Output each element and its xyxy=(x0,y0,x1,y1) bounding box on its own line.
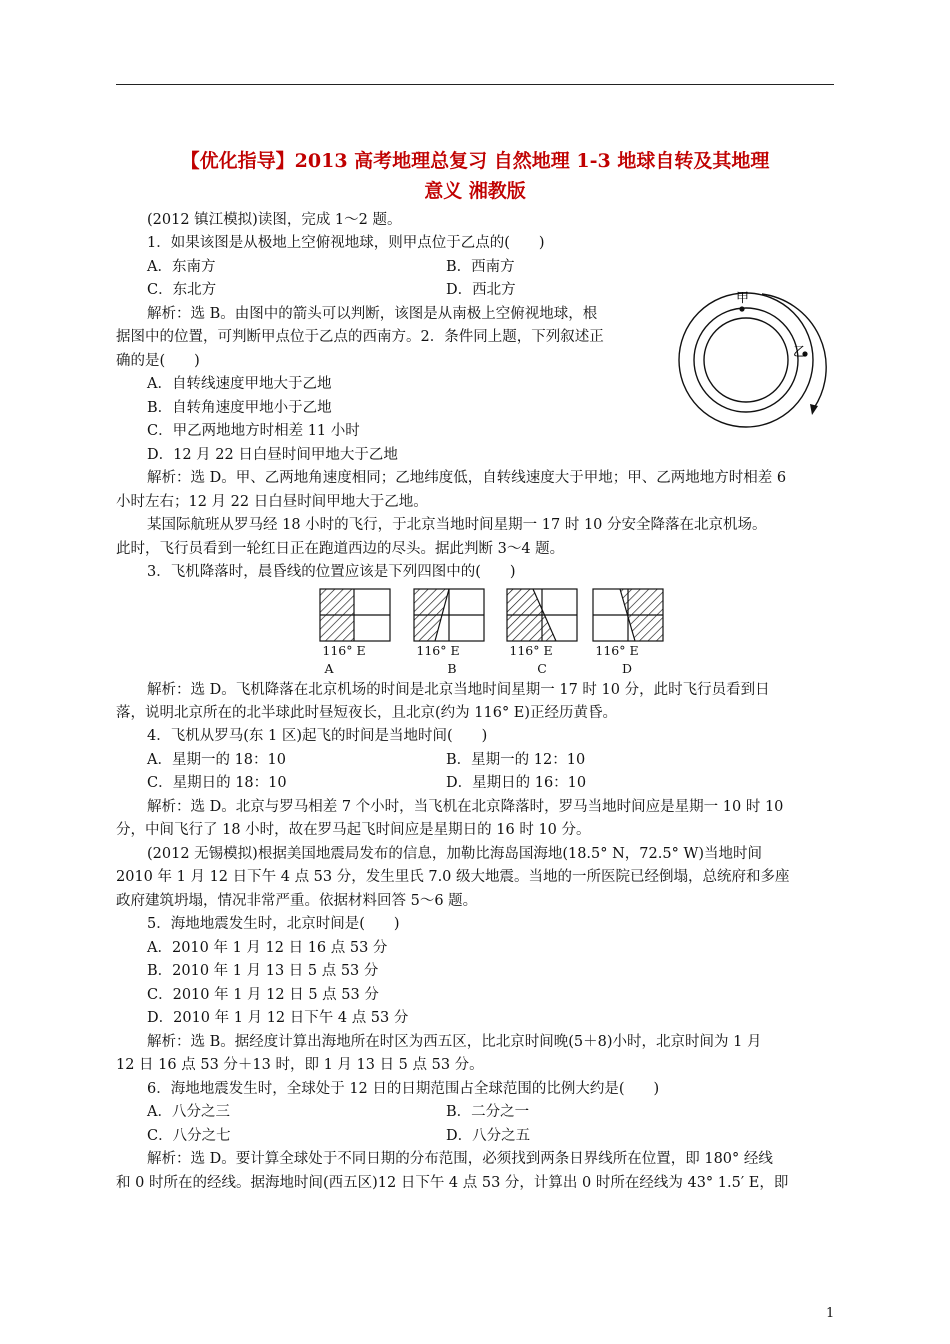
diagram-a xyxy=(320,589,390,641)
document-title-line2: 意义 湘教版 xyxy=(424,180,526,202)
document-title-line1: 【优化指导】2013 高考地理总复习 自然地理 1-3 地球自转及其地理 xyxy=(180,150,770,172)
passage34-line2: 此时，飞行员看到一轮红日正在跑道西边的尽头。据此判断 3～4 题。 xyxy=(116,541,565,557)
q5-stem: 5．海地地震发生时，北京时间是( ) xyxy=(147,916,400,932)
q5-option-d: D．2010 年 1 月 12 日下午 4 点 53 分 xyxy=(147,1010,409,1026)
passage56-line2: 2010 年 1 月 12 日下午 4 点 53 分，发生里氏 7.0 级大地震。当地的一所医院已经倒塌，总统府和多座 xyxy=(116,869,790,885)
q2-option-b: B．自转角速度甲地小于乙地 xyxy=(147,400,332,416)
q5-option-b: B．2010 年 1 月 13 日 5 点 53 分 xyxy=(147,963,379,979)
q6-option-d: D．八分之五 xyxy=(446,1128,531,1144)
header-rule xyxy=(116,84,834,85)
a1-line1: 解析：选 B。由图中的箭头可以判断，该图是从南极上空俯视地球，根 xyxy=(147,306,598,322)
a4-line1: 解析：选 D。北京与罗马相差 7 个小时，当飞机在北京降落时，罗马当地时间应是星期一 10 时 10 xyxy=(147,799,784,815)
diagram-d-letter: D xyxy=(621,661,633,676)
q6-option-b: B．二分之一 xyxy=(446,1104,530,1120)
passage56-line3: 政府建筑坍塌，情况非常严重。依据材料回答 5～6 题。 xyxy=(116,893,478,909)
a1-line3: 确的是( ) xyxy=(116,353,200,369)
page-number: 1 xyxy=(826,1306,835,1321)
q1-option-c: C．东北方 xyxy=(147,282,217,298)
q4-option-a: A．星期一的 18：10 xyxy=(147,752,286,768)
q5-option-c: C．2010 年 1 月 12 日 5 点 53 分 xyxy=(147,987,379,1003)
intro-q1-2: (2012 镇江模拟)读图，完成 1～2 题。 xyxy=(147,212,402,228)
q1-option-d: D．西北方 xyxy=(446,282,516,298)
q2-option-a: A．自转线速度甲地大于乙地 xyxy=(147,376,332,392)
a1-line2: 据图中的位置，可判断甲点位于乙点的西南方。2．条件同上题，下列叙述正 xyxy=(116,329,604,345)
a5-line2: 12 日 16 点 53 分＋13 时，即 1 月 13 日 5 点 53 分。 xyxy=(116,1057,484,1073)
diagram-b-longitude: 116° E xyxy=(416,643,460,658)
diagram-a-letter: A xyxy=(324,661,334,676)
diagram-c-letter: C xyxy=(537,661,547,676)
diagram-b-letter: B xyxy=(447,661,457,676)
q3-stem: 3．飞机降落时，晨昏线的位置应该是下列四图中的( ) xyxy=(147,564,516,580)
q1-option-a: A．东南方 xyxy=(147,259,216,275)
diagram-c-longitude: 116° E xyxy=(509,643,553,658)
diagram-d-longitude: 116° E xyxy=(595,643,639,658)
q5-option-a: A．2010 年 1 月 12 日 16 点 53 分 xyxy=(147,940,388,956)
diagram-c xyxy=(507,589,577,641)
q4-option-c: C．星期日的 18：10 xyxy=(147,775,287,791)
a2-line1: 解析：选 D。甲、乙两地角速度相同；乙地纬度低，自转线速度大于甲地；甲、乙两地地方时相差 6 xyxy=(147,470,787,486)
q6-option-a: A．八分之三 xyxy=(147,1104,230,1120)
q1-stem: 1．如果该图是从极地上空俯视地球，则甲点位于乙点的( ) xyxy=(147,235,545,251)
passage34-line1: 某国际航班从罗马经 18 小时的飞行，于北京当地时间星期一 17 时 10 分安全降落在北京机场。 xyxy=(147,517,767,533)
label-jia: 甲 xyxy=(736,291,750,306)
a6-line1: 解析：选 D。要计算全球处于不同日期的分布范围，必须找到两条日界线所在位置，即 180° 经线 xyxy=(147,1151,773,1167)
q6-option-c: C．八分之七 xyxy=(147,1128,231,1144)
q4-option-d: D．星期日的 16：10 xyxy=(446,775,587,791)
a3-line1: 解析：选 D。飞机降落在北京机场的时间是北京当地时间星期一 17 时 10 分，此时飞行员看到日 xyxy=(147,682,770,698)
diagram-d xyxy=(593,589,663,641)
a2-line2: 小时左右；12 月 22 日白昼时间甲地大于乙地。 xyxy=(116,494,428,510)
diagram-b xyxy=(414,589,484,641)
diagram-a-longitude: 116° E xyxy=(322,643,366,658)
a3-line2: 落，说明北京所在的北半球此时昼短夜长，且北京(约为 116° E)正经历黄昏。 xyxy=(116,705,618,721)
q4-option-b: B．星期一的 12：10 xyxy=(446,752,586,768)
a5-line1: 解析：选 B。据经度计算出海地所在时区为西五区，比北京时间晚(5＋8)小时，北京时间为 1 月 xyxy=(147,1034,762,1050)
q4-stem: 4．飞机从罗马(东 1 区)起飞的时间是当地时间( ) xyxy=(147,728,488,744)
passage56-line1: (2012 无锡模拟)根据美国地震局发布的信息，加勒比海岛国海地(18.5° N，72.5° W)当地时间 xyxy=(147,846,763,862)
q2-option-d: D．12 月 22 日白昼时间甲地大于乙地 xyxy=(147,447,398,463)
q6-stem: 6．海地地震发生时，全球处于 12 日的日期范围占全球范围的比例大约是( ) xyxy=(147,1081,660,1097)
a6-line2: 和 0 时所在的经线。据海地时间(西五区)12 日下午 4 点 53 分，计算出 0 时所在经线为 43° 1.5′ E，即 xyxy=(116,1175,789,1191)
a4-line2: 分，中间飞行了 18 小时，故在罗马起飞时间应是星期日的 16 时 10 分。 xyxy=(116,822,591,838)
q2-option-c: C．甲乙两地地方时相差 11 小时 xyxy=(147,423,360,439)
q1-option-b: B．西南方 xyxy=(446,259,515,275)
label-yi: 乙 xyxy=(793,345,807,360)
earth-rotation-figure xyxy=(664,284,834,434)
